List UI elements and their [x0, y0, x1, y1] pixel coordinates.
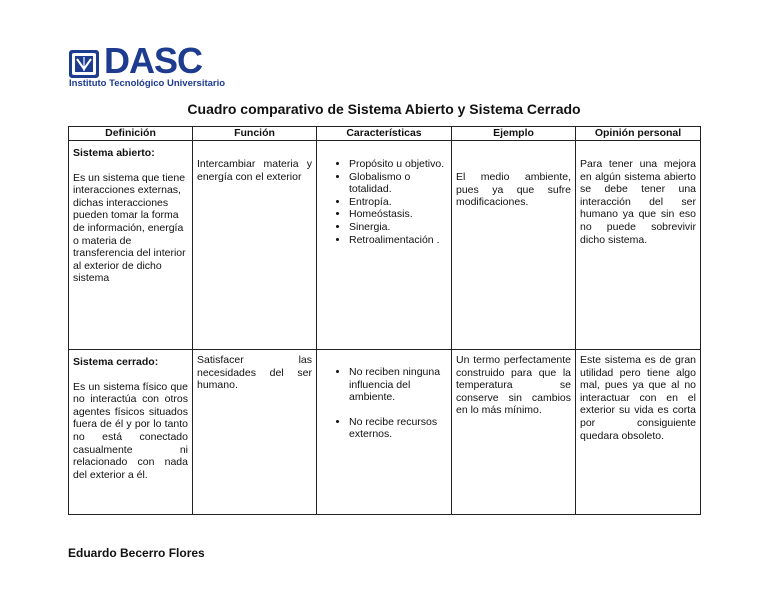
characteristics-list	[321, 366, 447, 441]
header-definition: Definición	[69, 127, 193, 141]
table-row-closed-system	[69, 350, 701, 515]
list-item: • No reciben ninguna influencia del ambiente.	[349, 366, 447, 404]
cell-characteristics	[317, 350, 452, 515]
list-item: • Homeóstasis.	[349, 208, 447, 221]
header-example: Ejemplo	[452, 127, 576, 141]
definition-text: Es un sistema que tiene interacciones externas, dichas interacciones pueden tomar la forma de información, energía o materia de transferencia del interior al exterior de dicho sistema	[73, 171, 186, 285]
opinion-text: Para tener una mejora en algún sistema abierto se debe tener una interacción del ser humano ya que sin eso no puede sobrevivir dicho sistema.	[580, 158, 696, 246]
list-item: • Entropía.	[349, 196, 447, 209]
cell-example	[452, 141, 576, 350]
header-opinion: Opinión personal	[576, 127, 701, 141]
system-name: Sistema cerrado:	[73, 356, 159, 368]
author-name: Eduardo Becerro Flores	[68, 546, 205, 560]
cell-characteristics	[317, 141, 452, 350]
function-text: Satisfacer las necesidades del ser humano.	[197, 354, 312, 392]
list-item: • Retroalimentación .	[349, 234, 447, 247]
table-header-row	[69, 127, 701, 141]
cell-opinion	[576, 141, 701, 350]
list-item: • Sinergia.	[349, 221, 447, 234]
list-item: • Globalismo o totalidad.	[349, 171, 447, 196]
table-row-open-system	[69, 141, 701, 350]
cell-example	[452, 350, 576, 515]
characteristics-list	[321, 158, 447, 246]
cell-opinion	[576, 350, 701, 515]
cell-definition	[69, 141, 193, 350]
function-text: Intercambiar materia y energía con el exterior	[197, 158, 312, 183]
comparison-table	[68, 126, 701, 515]
header-function: Función	[193, 127, 317, 141]
cell-function	[193, 141, 317, 350]
list-item: • No recibe recursos externos.	[349, 416, 447, 441]
example-text: Un termo perfectamente construido para que la temperatura se conserve sin cambios en lo más mínimo.	[456, 354, 571, 417]
cell-function	[193, 350, 317, 515]
document-title: Cuadro comparativo de Sistema Abierto y Sistema Cerrado	[187, 101, 581, 117]
opinion-text: Este sistema es de gran utilidad pero tiene algo mal, pues ya que al no interactuar con en el exterior su vida es corta por consiguiente quedara obsoleto.	[580, 354, 696, 442]
cell-definition	[69, 350, 193, 515]
system-name: Sistema abierto:	[73, 147, 155, 159]
example-text: El medio ambiente, pues ya que sufre modificaciones.	[456, 171, 571, 209]
logo-subtitle: Instituto Tecnológico Universitario	[69, 78, 226, 89]
definition-text: Es un sistema físico que no interactúa con otros agentes físicos situados fuera de él y por lo tanto no está conectado casualmente ni relacionado con nada del exterior a él.	[73, 380, 188, 481]
dasc-emblem-icon	[68, 49, 100, 79]
list-item: • Propósito u objetivo.	[349, 158, 447, 171]
header-characteristics: Características	[317, 127, 452, 141]
logo-wordmark: DASC	[104, 40, 203, 81]
dasc-logo	[68, 40, 230, 93]
